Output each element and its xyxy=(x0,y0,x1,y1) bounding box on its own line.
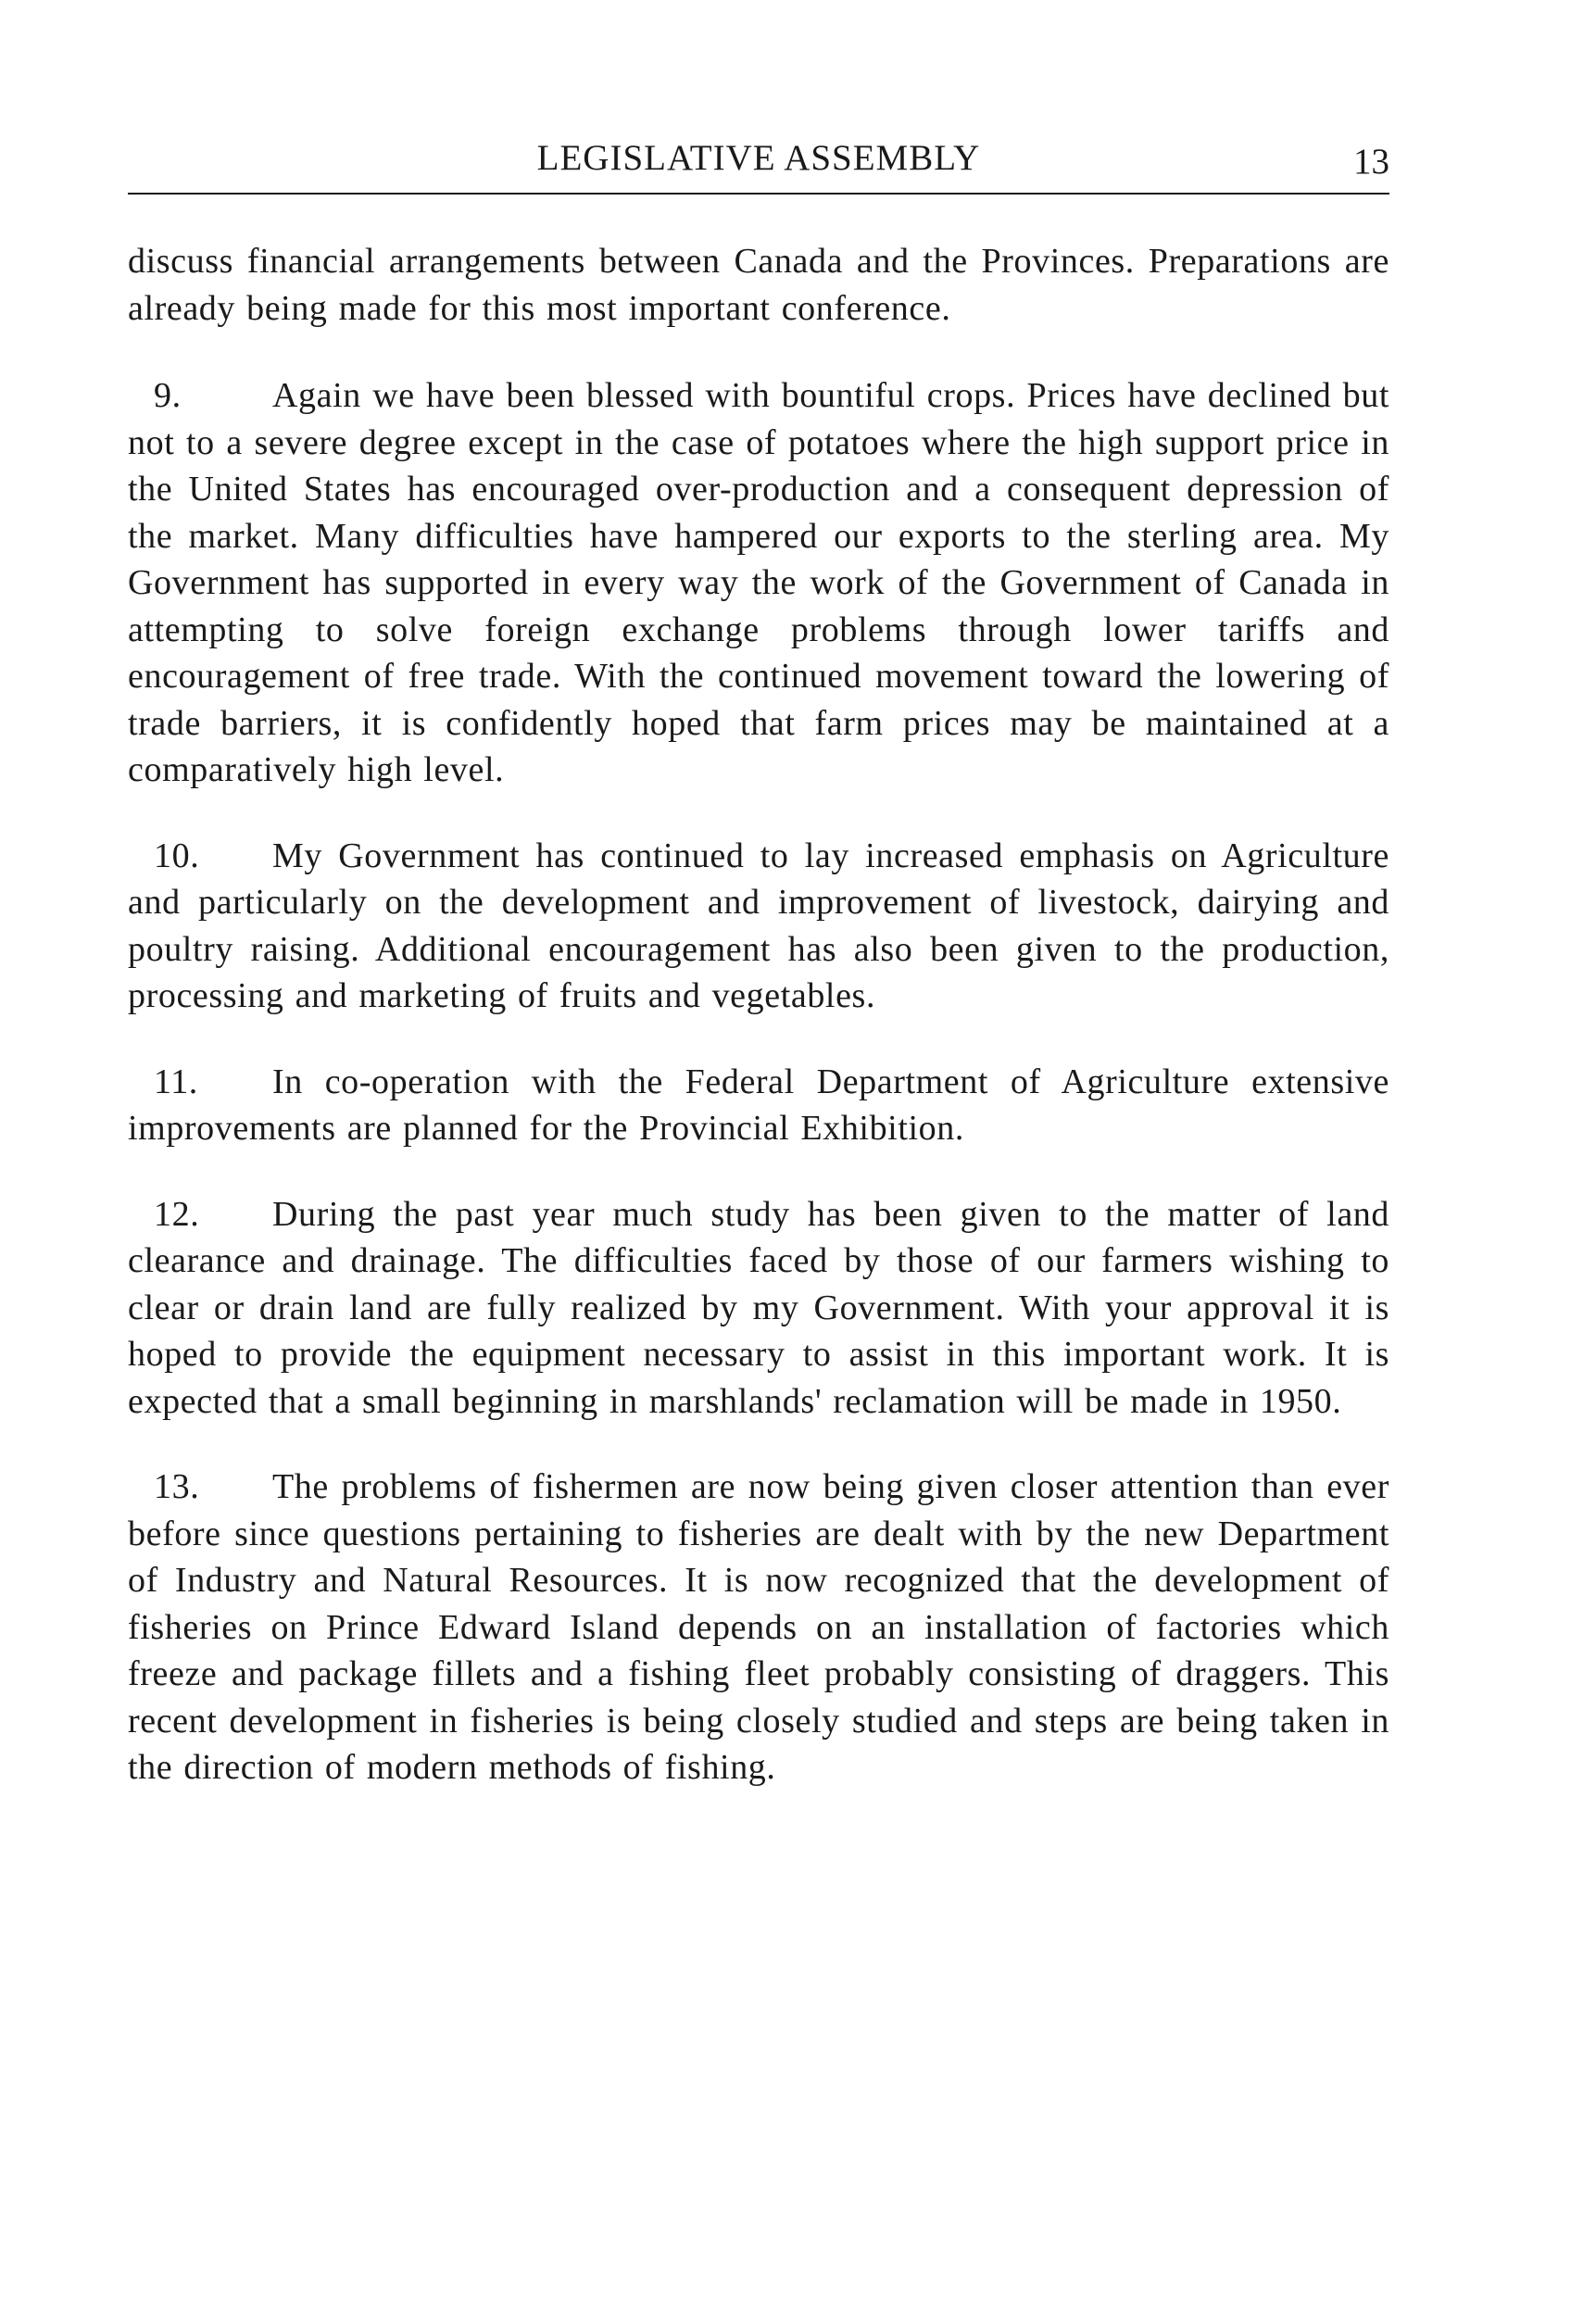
paragraph-13 xyxy=(128,1464,1389,1791)
paragraph-number: 10. xyxy=(154,836,200,875)
paragraph-text: discuss financial arrangements between Canada and the Provinces. Preparations are already being made for this most important conference. xyxy=(128,242,1389,328)
paragraph-number: 12. xyxy=(154,1194,200,1234)
paragraph-continued xyxy=(128,238,1389,332)
running-title: LEGISLATIVE ASSEMBLY xyxy=(536,138,981,178)
paragraph-number: 9. xyxy=(154,376,182,415)
body-text xyxy=(128,238,1389,1830)
paragraph-11 xyxy=(128,1059,1389,1152)
paragraph-text: In co-operation with the Federal Department of Agriculture extensive improvements are planned for the Provincial Exhibition. xyxy=(128,1062,1389,1148)
paragraph-number: 13. xyxy=(154,1467,200,1506)
paragraph-12 xyxy=(128,1191,1389,1426)
paragraph-text: Again we have been blessed with bountiful crops. Prices have declined but not to a severe degree except in the case of potatoes where the high support price in the United States has encouraged over-production and a consequent depression of the market. Many difficulties have hampered our exports to the sterling area. My Government has supported in every way the work of the Government of Canada in attempting to solve foreign exchange problems through lower tariffs and encouragement of free trade. With the continued movement toward the lowering of trade barriers, it is confidently hoped that farm prices may be maintained at a comparatively high level. xyxy=(128,376,1389,789)
paragraph-text: My Government has continued to lay increased emphasis on Agriculture and particularly on the development and improvement of livestock, dairying and poultry raising. Additional encouragement has also been given to the production, processing and marketing of fruits and vegetables. xyxy=(128,836,1389,1015)
paragraph-text: The problems of fishermen are now being given closer attention than ever before since questions pertaining to fisheries are dealt with by the new Department of Industry and Natural Resources. It is now recognized that the development of fisheries on Prince Edward Island depends on an installation of factories which freeze and package fillets and a fishing fleet probably consisting of draggers. This recent development in fisheries is being closely studied and steps are being taken in the direction of modern methods of fishing. xyxy=(128,1467,1389,1787)
paragraph-number: 11. xyxy=(154,1062,198,1101)
running-header xyxy=(128,130,1389,195)
paragraph-10 xyxy=(128,833,1389,1020)
paragraph-9 xyxy=(128,372,1389,794)
page-number: 13 xyxy=(1353,142,1389,182)
paragraph-text: During the past year much study has been given to the matter of land clearance and drainage. The difficulties faced by those of our farmers wishing to clear or drain land are fully realized by my Government. With your approval it is hoped to provide the equipment necessary to assist in this important work. It is expected that a small beginning in marshlands' reclamation will be made in 1950. xyxy=(128,1194,1389,1421)
